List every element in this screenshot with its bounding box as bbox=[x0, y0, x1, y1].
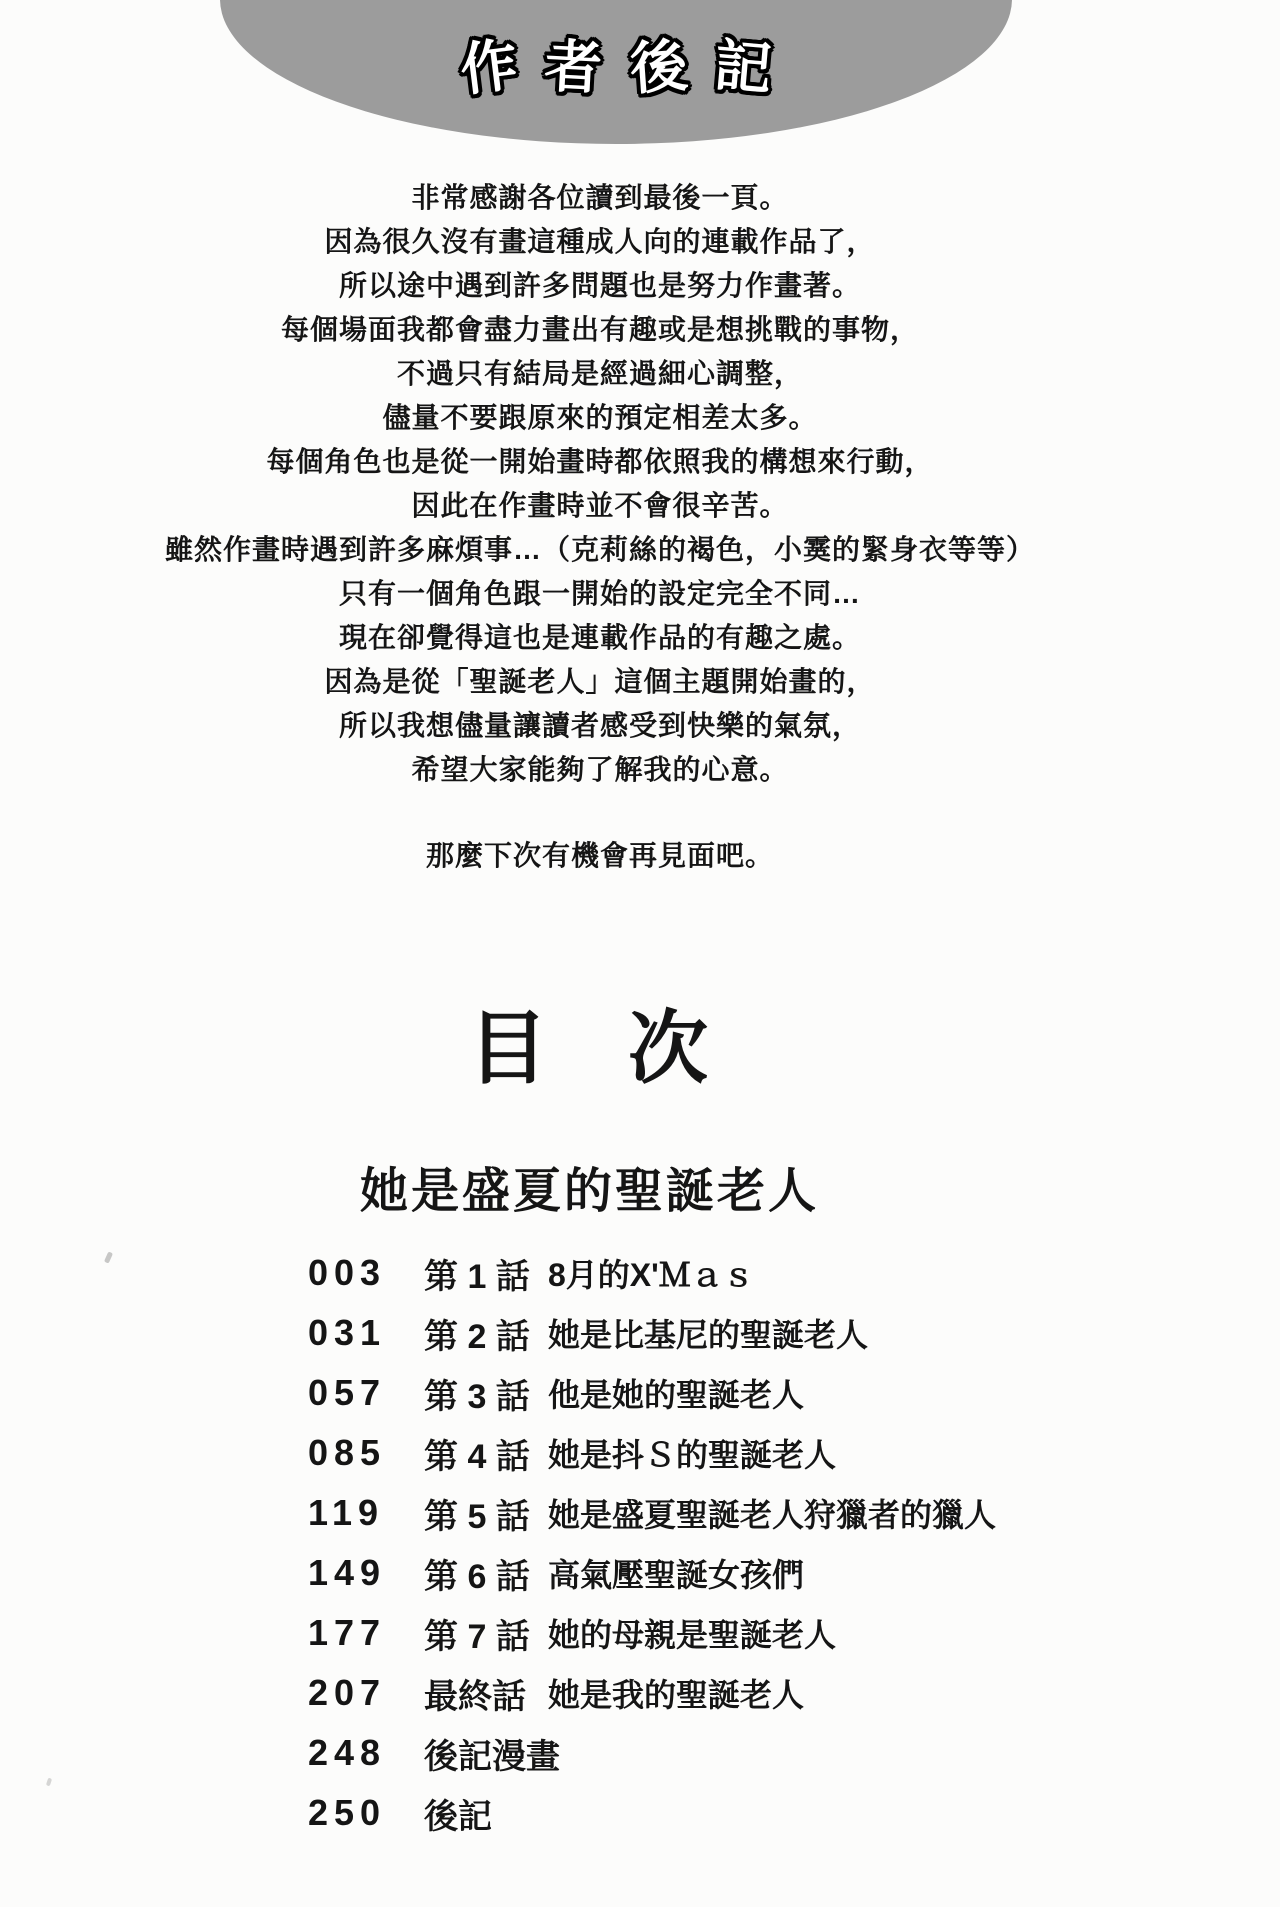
afterword-line: 所以途中遇到許多問題也是努力作畫著。 bbox=[338, 270, 861, 301]
afterword-line: 儘量不要跟原來的預定相差太多。 bbox=[382, 402, 818, 433]
toc-page-number: 119 bbox=[308, 1492, 385, 1533]
scan-speck bbox=[46, 1778, 52, 1787]
toc-chapter-label: 第 1 話 bbox=[424, 1257, 530, 1296]
toc-page-number: 207 bbox=[308, 1672, 387, 1713]
toc-row bbox=[308, 1723, 1068, 1783]
afterword-line: 所以我想儘量讓讀者感受到快樂的氣氛， bbox=[338, 710, 861, 741]
toc-chapter-title: 高氣壓聖誕女孩們 bbox=[548, 1557, 805, 1593]
toc-page-number: 248 bbox=[308, 1732, 387, 1773]
toc-series-title: 她是盛夏的聖誕老人 bbox=[360, 1165, 820, 1218]
toc-row bbox=[308, 1483, 1068, 1543]
toc-chapter-title: 她是盛夏聖誕老人狩獵者的獵人 bbox=[548, 1497, 997, 1533]
toc-chapter-label: 第 7 話 bbox=[424, 1617, 530, 1656]
afterword-line: 每個場面我都會盡力畫出有趣或是想挑戰的事物， bbox=[280, 314, 919, 345]
toc-row bbox=[308, 1303, 1068, 1363]
toc-chapter-label: 第 2 話 bbox=[424, 1317, 530, 1356]
toc-heading: 目 次 bbox=[468, 1004, 708, 1093]
toc-chapter-title: 她的母親是聖誕老人 bbox=[548, 1617, 837, 1653]
toc-row bbox=[308, 1243, 1068, 1303]
toc-row bbox=[308, 1783, 1068, 1843]
toc-chapter-title: 她是抖Ｓ的聖誕老人 bbox=[548, 1437, 837, 1473]
afterword-line: 因為是從「聖誕老人」這個主題開始畫的， bbox=[324, 666, 876, 697]
afterword-line: 因為很久沒有畫這種成人向的連載作品了， bbox=[324, 226, 876, 257]
toc-page-number: 057 bbox=[308, 1372, 387, 1413]
toc-page-number: 149 bbox=[308, 1552, 387, 1593]
afterword-line: 不過只有結局是經過細心調整， bbox=[396, 358, 803, 389]
afterword-line: 每個角色也是從一開始畫時都依照我的構想來行動， bbox=[266, 446, 934, 477]
toc-row bbox=[308, 1363, 1068, 1423]
toc-chapter-label: 第 6 話 bbox=[424, 1557, 530, 1596]
toc-chapter-label: 後記 bbox=[424, 1797, 492, 1836]
toc-chapter-label: 第 5 話 bbox=[424, 1497, 530, 1536]
toc-page-number: 085 bbox=[308, 1432, 387, 1473]
banner-title-char: 後 bbox=[628, 34, 690, 102]
toc-chapter-label: 最終話 bbox=[424, 1677, 526, 1716]
toc-chapter-title: 她是比基尼的聖誕老人 bbox=[548, 1317, 869, 1353]
afterword-banner-title bbox=[220, 22, 1012, 104]
afterword-line: 現在卻覺得這也是連載作品的有趣之處。 bbox=[338, 622, 861, 653]
toc-row bbox=[308, 1663, 1068, 1723]
toc-row bbox=[308, 1423, 1068, 1483]
toc-page-number: 250 bbox=[308, 1792, 387, 1833]
scan-speck bbox=[104, 1251, 113, 1263]
toc-chapter-label: 第 4 話 bbox=[424, 1437, 530, 1476]
afterword-line: 希望大家能夠了解我的心意。 bbox=[411, 754, 789, 785]
toc-chapter-title: 他是她的聖誕老人 bbox=[548, 1377, 805, 1413]
toc-list bbox=[308, 1243, 1068, 1843]
afterword-line: 只有一個角色跟一開始的設定完全不同… bbox=[338, 578, 861, 609]
toc-chapter-label: 第 3 話 bbox=[424, 1377, 530, 1416]
toc-page-number: 003 bbox=[308, 1252, 387, 1293]
banner-title-char: 記 bbox=[711, 33, 775, 103]
banner-title-char: 者 bbox=[543, 34, 604, 102]
toc-page-number: 031 bbox=[308, 1312, 387, 1353]
afterword-line: 非常感謝各位讀到最後一頁。 bbox=[411, 182, 789, 213]
toc-chapter-title: 她是我的聖誕老人 bbox=[548, 1677, 805, 1713]
afterword-closing-line: 那麼下次有機會再見面吧。 bbox=[425, 840, 774, 871]
banner-title-char: 作 bbox=[456, 32, 522, 104]
afterword-line: 因此在作畫時並不會很辛苦。 bbox=[411, 490, 789, 521]
afterword-text-block bbox=[48, 176, 1152, 878]
afterword-line: 雖然作畫時遇到許多麻煩事…（克莉絲的褐色，小霙的緊身衣等等） bbox=[164, 534, 1035, 565]
toc-chapter-title: 8月的X'Ｍａｓ bbox=[548, 1257, 755, 1293]
toc-chapter-label: 後記漫畫 bbox=[424, 1737, 560, 1776]
toc-row bbox=[308, 1543, 1068, 1603]
toc-row bbox=[308, 1603, 1068, 1663]
toc-page-number: 177 bbox=[308, 1612, 387, 1653]
